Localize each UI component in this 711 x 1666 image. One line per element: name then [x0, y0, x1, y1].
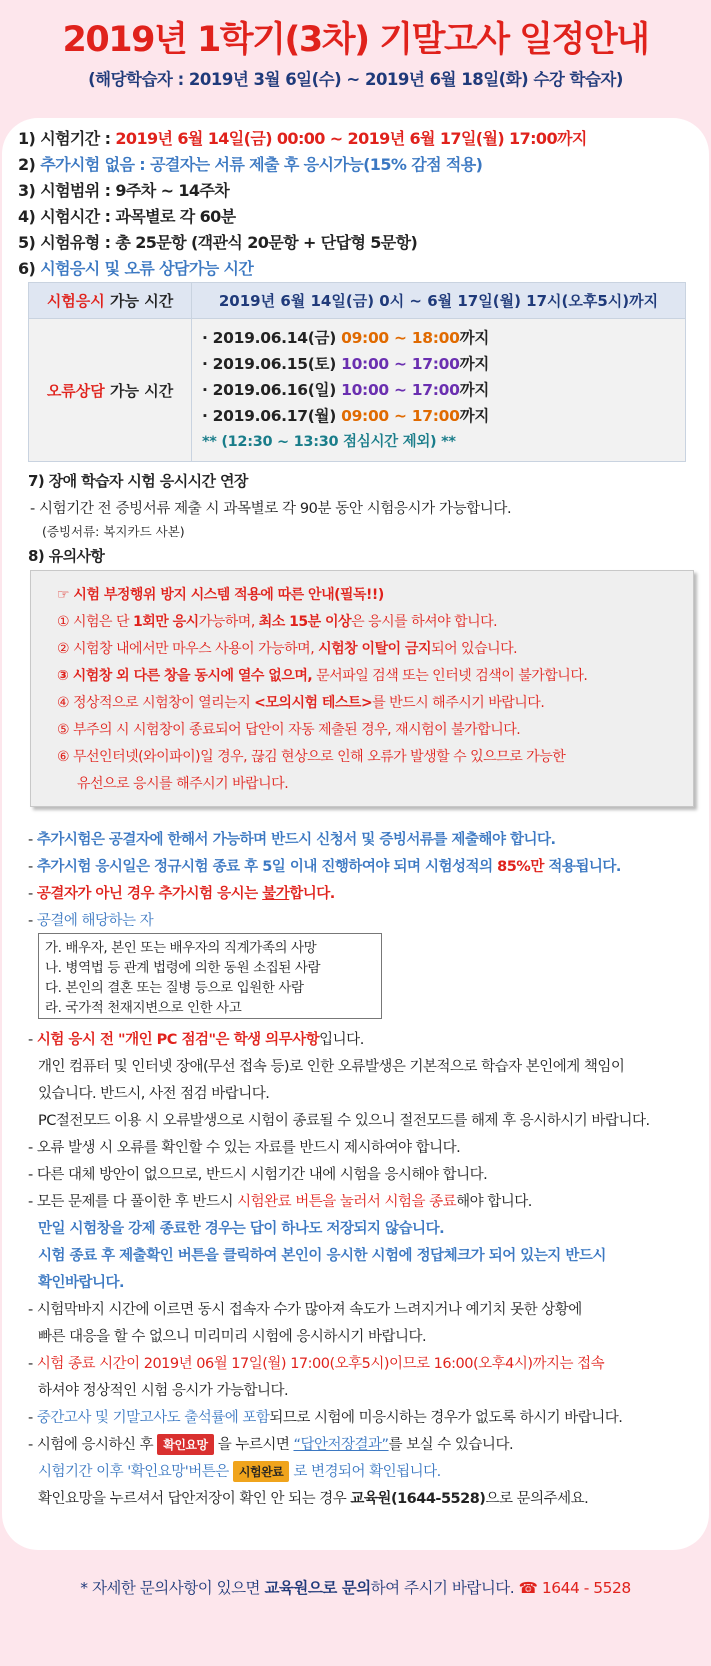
- excused-reason: 나. 병역법 등 관계 법령에 의한 동원 소집된 사람: [45, 960, 321, 976]
- notice-4-a: ④ 정상적으로 시험창이 열리는지: [57, 695, 255, 711]
- bullet-answer-check-line2-a: 시험기간 이후 '확인요망'버튼은: [38, 1464, 233, 1480]
- consult-time-header-red: 오류상담: [46, 381, 105, 400]
- bullet-dash: -: [28, 859, 37, 875]
- bullet-submit-exam-line3: 시험 종료 후 제출확인 버튼을 클릭하여 본인이 응시한 시험에 정답체크가 되어 있는지 반드시: [38, 1248, 606, 1264]
- notice-3-b: 문서파일 검색 또는 인터넷 검색이 불가합니다.: [312, 668, 588, 684]
- consult-time-row: [29, 319, 686, 462]
- notice-item-4: [57, 692, 544, 712]
- bullet-answer-check-line3-a: 확인요망을 누르셔서 답안저장이 확인 안 되는 경우: [38, 1491, 351, 1507]
- confirm-required-tag: 확인요망: [157, 1434, 213, 1455]
- notice-2-c: 되어 있습니다.: [431, 641, 518, 657]
- slot-suffix: 까지: [459, 329, 489, 347]
- bullet-dash: -: [28, 1410, 37, 1426]
- slot-date: · 2019.06.14(금): [202, 329, 342, 347]
- notice-1-c: 가능하며,: [198, 614, 259, 630]
- bullet-attendance-rest: 되므로 시험에 미응시하는 경우가 없도록 하시기 바랍니다.: [269, 1410, 623, 1426]
- slot-row: [202, 351, 685, 377]
- slot-row: [202, 403, 685, 429]
- bullet-attendance-highlight: 중간고사 및 기말고사도 출석률에 포함: [36, 1410, 270, 1426]
- bullet-answer-check-a: - 시험에 응시하신 후: [28, 1437, 158, 1453]
- item-exam-scope: 3) 시험범위 : 9주차 ~ 14주차: [18, 181, 230, 200]
- footer-phone: ☎ 1644 - 5528: [518, 1579, 631, 1597]
- notice-1-a: ① 시험은 단: [57, 614, 133, 630]
- notice-title: ☞ 시험 부정행위 방지 시스템 적용에 따른 안내(필독!!): [57, 587, 384, 603]
- exam-time-row: [29, 283, 686, 319]
- bullet-pc-check-line4: PC절전모드 이용 시 오류발생으로 시험이 종료될 수 있으니 절전모드를 해제 후 응시하시기 바랍니다.: [38, 1113, 650, 1129]
- bullet-makeup-schedule-pct: 85%만: [497, 859, 544, 875]
- notice-3-a: ③ 시험창 외 다른 창을 동시에 열수 없으며,: [57, 668, 313, 684]
- notice-item-1: [57, 611, 497, 631]
- bullet-answer-check-result: “답안저장결과”: [293, 1437, 389, 1453]
- bullet-end-time: [28, 1352, 604, 1373]
- bullet-pc-check-line3: 있습니다. 반드시, 사전 점검 바랍니다.: [38, 1086, 270, 1102]
- schedule-table: [28, 282, 686, 462]
- education-center-contact: 교육원(1644-5528): [350, 1491, 486, 1507]
- bullet-makeup-schedule-text: 추가시험 응시일은 정규시험 종료 후 5일 이내 진행하여야 되며 시험성적의: [36, 859, 498, 875]
- notice-1-b: 1회만 응시: [133, 614, 199, 630]
- item-makeup-exam-label: 2): [18, 155, 41, 174]
- item-consult-hours: [18, 256, 253, 279]
- bullet-answer-check-line2-b: 로 변경되어 확인됩니다.: [289, 1464, 441, 1480]
- page-subtitle: (해당학습자 : 2019년 3월 6일(수) ~ 2019년 6월 18일(화) 수강 학습자): [88, 70, 623, 89]
- item-consult-hours-value: 시험응시 및 오류 상담가능 시간: [40, 259, 254, 278]
- exam-time-header-rest: 가능 시간: [104, 292, 174, 310]
- section7-heading: 7) 장애 학습자 시험 응시시간 연장: [28, 472, 248, 490]
- bullet-submit-exam-c: 해야 합니다.: [456, 1194, 532, 1210]
- slot-time: 09:00 ~ 18:00: [341, 329, 460, 347]
- notice-2-b: 시험창 이탈이 금지: [318, 641, 432, 657]
- bullet-excused-persons-text: 공결에 해당하는 자: [36, 913, 154, 929]
- bullet-submit-exam-b: 시험완료 버튼을 눌러서 시험을 종료: [237, 1194, 457, 1210]
- bullet-pc-check-text: 시험 응시 전 "개인 PC 점검"은 학생 의무사항: [36, 1032, 320, 1048]
- bullet-early-access: - 시험막바지 시간에 이르면 동시 접속자 수가 많아져 속도가 느려지거나 예기치 못한 상황에: [28, 1302, 582, 1318]
- notice-box: [30, 570, 694, 807]
- notice-1-e: 은 응시를 하셔야 합니다.: [351, 614, 498, 630]
- bullet-error-evidence: - 오류 발생 시 오류를 확인할 수 있는 자료를 반드시 제시하여야 합니다.: [28, 1140, 461, 1156]
- slot-suffix: 까지: [459, 355, 489, 373]
- item-exam-period: [18, 126, 587, 149]
- slot-date: · 2019.06.17(월): [202, 407, 342, 425]
- bullet-excused-persons: [28, 909, 153, 930]
- section7-line1: - 시험기간 전 증빙서류 제출 시 과목별로 각 90분 동안 시험응시가 가능합니다.: [30, 501, 512, 517]
- item-exam-type: 5) 시험유형 : 총 25문항 (객관식 20문항 + 단답형 5문항): [18, 233, 418, 252]
- slot-time: 10:00 ~ 17:00: [341, 381, 460, 399]
- exam-time-value: 2019년 6월 14일(금) 0시 ~ 6월 17일(월) 17시(오후5시)까지: [192, 283, 686, 319]
- bullet-dash: -: [28, 913, 37, 929]
- bullet-non-excused: [28, 882, 335, 903]
- item-exam-period-label: 1) 시험기간 :: [18, 129, 116, 148]
- bullet-dash: -: [28, 832, 37, 848]
- consult-time-slots: [192, 319, 686, 462]
- bullet-dash: -: [28, 1032, 37, 1048]
- bullet-pc-check: [28, 1028, 364, 1049]
- section7-line2: (증빙서류: 복지카드 사본): [42, 524, 185, 539]
- bullet-pc-check-line2: 개인 컴퓨터 및 인터넷 장애(무선 접속 등)로 인한 오류발생은 기본적으로 학습자 본인에게 책임이: [38, 1059, 625, 1075]
- bullet-end-time-line2: 하셔야 정상적인 시험 응시가 가능합니다.: [38, 1383, 289, 1399]
- bullet-makeup-schedule: [28, 855, 621, 876]
- bullet-pc-check-end: 입니다.: [319, 1032, 364, 1048]
- bullet-makeup-eligibility: [28, 828, 556, 849]
- footer-text-a: * 자세한 문의사항이 있으면: [80, 1579, 265, 1597]
- bullet-answer-check: [28, 1433, 513, 1455]
- section8-heading: 8) 유의사항: [28, 547, 105, 565]
- notice-4-c: 를 반드시 해주시기 바랍니다.: [372, 695, 545, 711]
- bullet-answer-check-line3: [38, 1487, 588, 1508]
- slot-row: [202, 377, 685, 403]
- notice-item-6: ⑥ 무선인터넷(와이파이)일 경우, 끊김 현상으로 인해 오류가 발생할 수 있으므로 가능한: [57, 749, 566, 765]
- slot-row: [202, 325, 685, 351]
- consult-time-header-rest: 가능 시간: [104, 381, 174, 400]
- page-title: 2019년 1학기(3차) 기말고사 일정안내: [62, 20, 649, 60]
- item-exam-period-value: 2019년 6월 14일(금) 00:00 ~ 2019년 6월 17일(월) 17:00까지: [115, 129, 587, 148]
- slot-time: 09:00 ~ 17:00: [341, 407, 460, 425]
- bullet-answer-check-d: 를 보실 수 있습니다.: [388, 1437, 514, 1453]
- excused-reasons-box: [38, 933, 382, 1019]
- bullet-submit-exam: [28, 1190, 532, 1211]
- notice-item-6-cont: 유선으로 응시를 해주시기 바랍니다.: [77, 776, 289, 792]
- exam-time-header: [29, 283, 192, 319]
- consult-time-header: [29, 319, 192, 462]
- item-makeup-exam: [18, 152, 482, 175]
- slot-date: · 2019.06.16(일): [202, 381, 342, 399]
- bullet-answer-check-line3-c: 으로 문의주세요.: [485, 1491, 589, 1507]
- notice-item-2: [57, 638, 517, 658]
- excused-reason: 라. 국가적 천재지변으로 인한 사고: [45, 1000, 242, 1016]
- bullet-answer-check-line2: [38, 1460, 441, 1482]
- exam-time-header-red: 시험응시: [46, 292, 105, 310]
- bullet-early-access-line2: 빠른 대응을 할 수 없으니 미리미리 시험에 응시하시기 바랍니다.: [38, 1329, 427, 1345]
- notice-1-d: 최소 15분 이상: [258, 614, 352, 630]
- slot-suffix: 까지: [459, 407, 489, 425]
- footer-contact: [0, 1576, 711, 1598]
- item-consult-hours-label: 6): [18, 259, 41, 278]
- exam-complete-tag: 시험완료: [233, 1461, 289, 1482]
- bullet-submit-exam-line2: 만일 시험창을 강제 종료한 경우는 답이 하나도 저장되지 않습니다.: [38, 1221, 445, 1237]
- slot-date: · 2019.06.15(토): [202, 355, 342, 373]
- bullet-non-excused-end: 합니다.: [289, 886, 335, 902]
- bullet-attendance: [28, 1406, 622, 1427]
- bullet-submit-exam-line4: 확인바랍니다.: [38, 1275, 125, 1291]
- excused-reason: 가. 배우자, 본인 또는 배우자의 직계가족의 사망: [45, 940, 317, 956]
- bullet-answer-check-b: 을 누르시면: [213, 1437, 294, 1453]
- bullet-makeup-eligibility-text: 추가시험은 공결자에 한해서 가능하며 반드시 신청서 및 증빙서류를 제출해야 합니다.: [36, 832, 556, 848]
- bullet-dash: -: [28, 886, 37, 902]
- lunch-break-note: ** (12:30 ~ 13:30 점심시간 제외) **: [202, 434, 456, 450]
- notice-item-3: [57, 665, 587, 685]
- bullet-dash: -: [28, 1356, 37, 1372]
- bullet-non-excused-text: 공결자가 아닌 경우 추가시험 응시는: [36, 886, 263, 902]
- footer-text-c: 하여 주시기 바랍니다.: [370, 1579, 519, 1597]
- bullet-non-excused-not-allowed: 불가: [262, 886, 290, 902]
- notice-2-a: ② 시험창 내에서만 마우스 사용이 가능하며,: [57, 641, 319, 657]
- item-exam-duration: 4) 시험시간 : 과목별로 각 60분: [18, 207, 236, 226]
- item-makeup-exam-value: 추가시험 없음 : 공결자는 서류 제출 후 응시가능(15% 감점 적용): [40, 155, 483, 174]
- slot-time: 10:00 ~ 17:00: [341, 355, 460, 373]
- bullet-no-alternative: - 다른 대체 방안이 없으므로, 반드시 시험기간 내에 시험을 응시해야 합니다.: [28, 1167, 488, 1183]
- bullet-end-time-text: 시험 종료 시간이 2019년 06월 17일(월) 17:00(오후5시)이므로 16:00(오후4시)까지는 접속: [36, 1356, 605, 1372]
- notice-4-b: <모의시험 테스트>: [254, 695, 373, 711]
- bullet-makeup-schedule-end: 적용됩니다.: [543, 859, 621, 875]
- slot-suffix: 까지: [459, 381, 489, 399]
- notice-item-5: ⑤ 부주의 시 시험창이 종료되어 답안이 자동 제출된 경우, 재시험이 불가합니다.: [57, 722, 521, 738]
- excused-reason: 다. 본인의 결혼 또는 질병 등으로 입원한 사람: [45, 980, 304, 996]
- footer-text-b: 교육원으로 문의: [264, 1579, 371, 1597]
- bullet-submit-exam-a: - 모든 문제를 다 풀이한 후 반드시: [28, 1194, 238, 1210]
